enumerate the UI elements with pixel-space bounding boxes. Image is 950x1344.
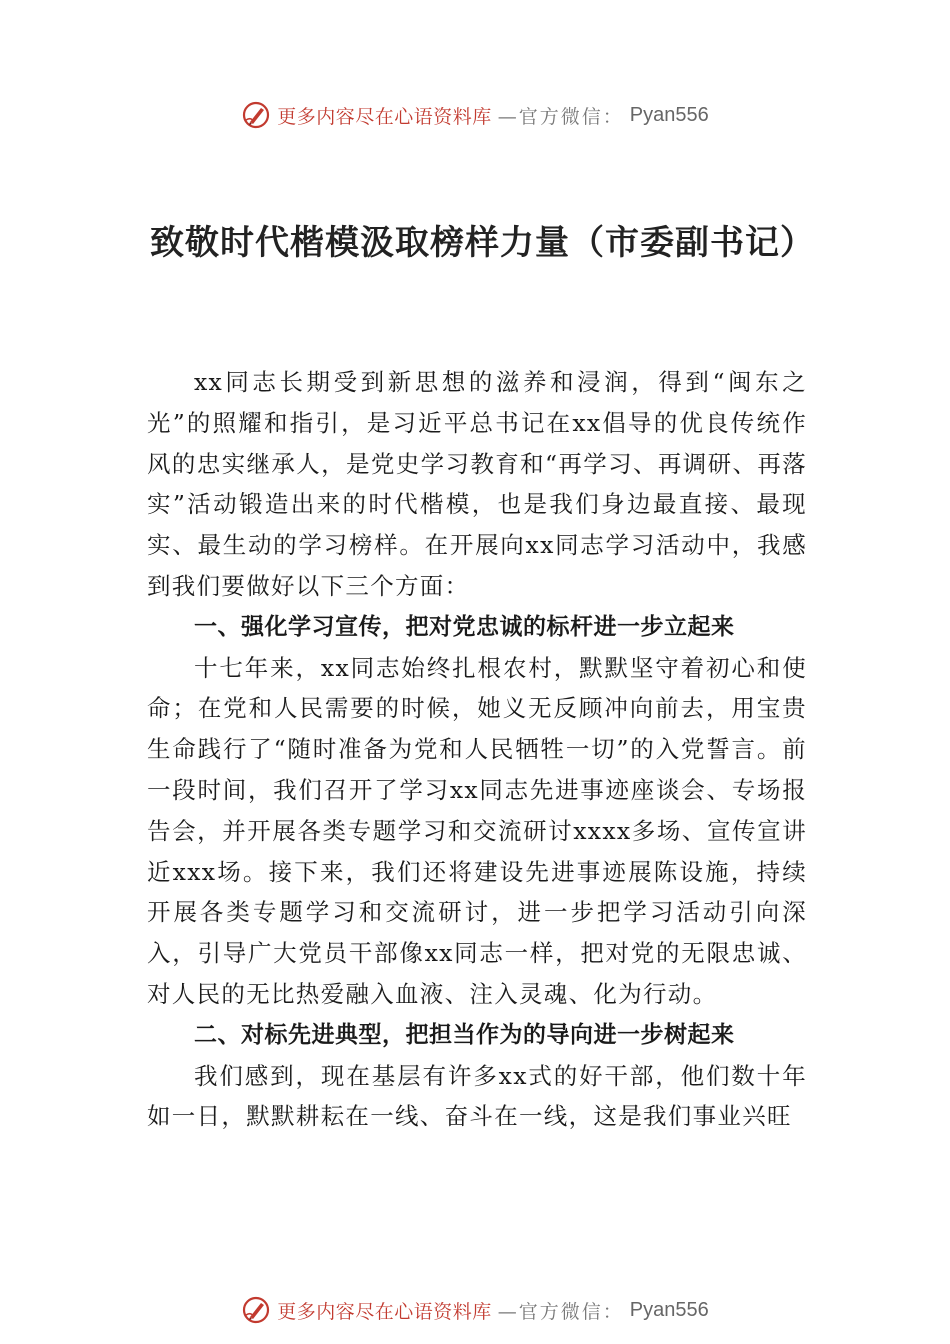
- banner-library-text: 更多内容尽在心语资料库: [277, 105, 492, 128]
- banner-wechat-label: —官方微信：: [497, 105, 624, 128]
- footer-banner-content: [241, 1295, 709, 1325]
- section-heading-1: 一、强化学习宣传，把对党忠诚的标杆进一步立起来: [194, 613, 735, 640]
- pen-logo-icon: [241, 1295, 271, 1325]
- footer-wechat-id: Pyan556: [629, 1298, 709, 1321]
- footer-library-text: 更多内容尽在心语资料库: [277, 1300, 492, 1323]
- section-2-paragraph: 我们感到，现在基层有许多xx式的好干部，他们数十年如一日，默默耕耘在一线、奋斗在一线，这是我们事业兴旺: [147, 1061, 807, 1131]
- document-body: [147, 362, 807, 1137]
- banner-content: [241, 100, 709, 130]
- header-banner: [0, 95, 950, 135]
- footer-wechat-label: —官方微信：: [497, 1300, 624, 1323]
- footer-banner: [0, 1290, 950, 1330]
- pen-logo-icon: [241, 100, 271, 130]
- intro-paragraph: xx同志长期受到新思想的滋养和浸润，得到“闽东之光”的照耀和指引，是习近平总书记在xx倡导的优良传统作风的忠实继承人，是党史学习教育和“再学习、再调研、再落实”活动锻造出来的时代楷模，也是我们身边最直接、最现实、最生动的学习榜样。在开展向xx同志学习活动中，我感到我们要做好以下三个方面：: [147, 368, 807, 600]
- document-title: 致敬时代楷模汲取榜样力量（市委副书记）: [150, 222, 815, 263]
- section-1-paragraph: 十七年来，xx同志始终扎根农村，默默坚守着初心和使命；在党和人民需要的时候，她义无反顾冲向前去，用宝贵生命践行了“随时准备为党和人民牺牲一切”的入党誓言。前一段时间，我们召开了学习xx同志先进事迹座谈会、专场报告会，并开展各类专题学习和交流研讨xxxx多场、宣传宣讲近xxx场。接下来，我们还将建设先进事迹展陈设施，持续开展各类专题学习和交流研讨，进一步把学习活动引向深入，引导广大党员干部像xx同志一样，把对党的无限忠诚、对人民的无比热爱融入血液、注入灵魂、化为行动。: [147, 653, 807, 1008]
- section-heading-2: 二、对标先进典型，把担当作为的导向进一步树起来: [194, 1021, 735, 1048]
- banner-wechat-id: Pyan556: [629, 103, 709, 126]
